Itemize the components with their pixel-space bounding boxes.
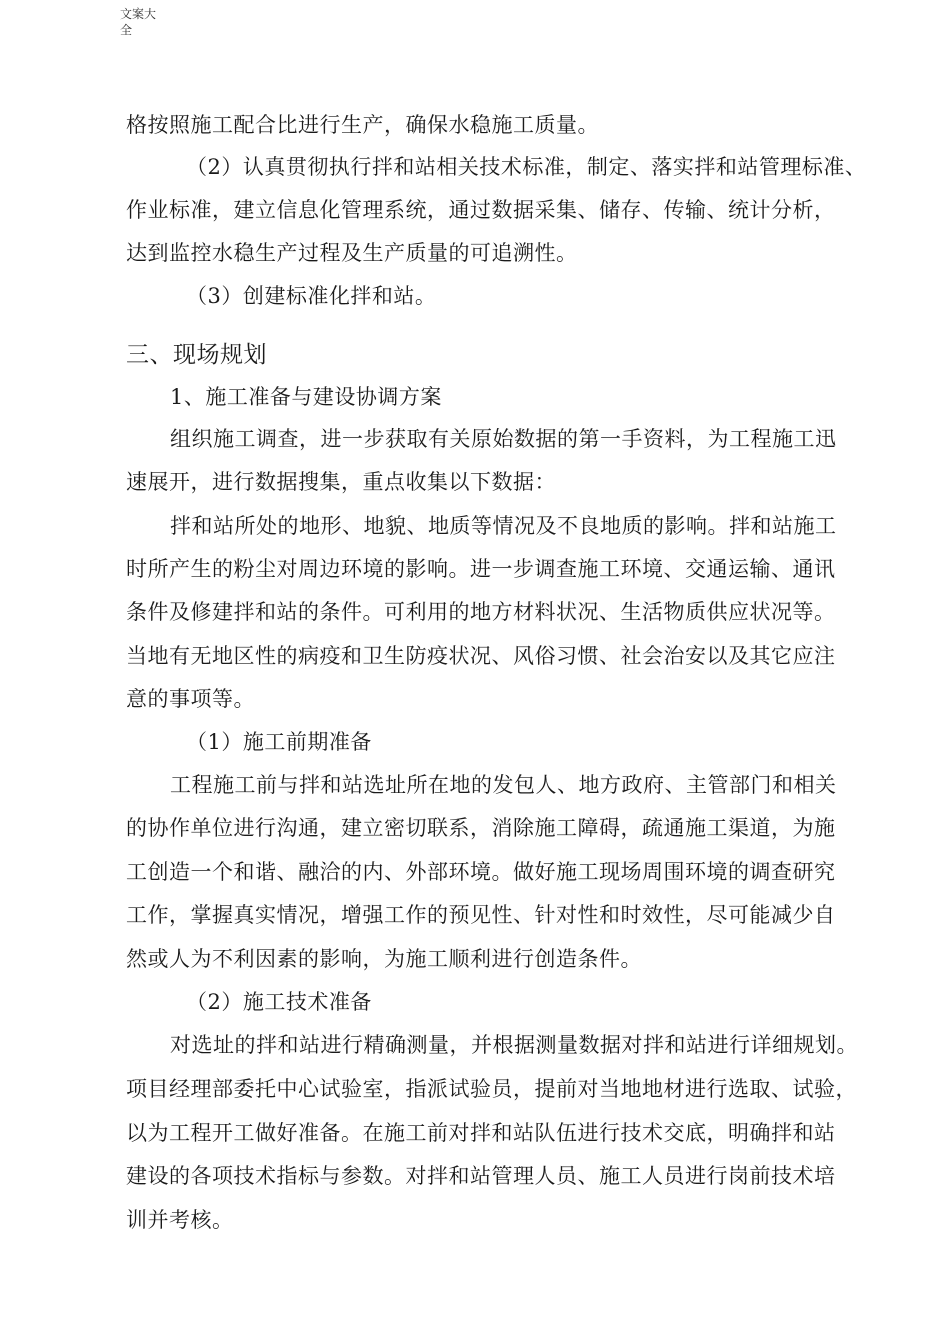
paragraph-line: 工创造一个和谐、融洽的内、外部环境。做好施工现场周围环境的调查研究 bbox=[126, 860, 836, 884]
paragraph-line: 对选址的拌和站进行精确测量，并根据测量数据对拌和站进行详细规划。 bbox=[170, 1033, 858, 1057]
body-line: 达到监控水稳生产过程及生产质量的可追溯性。 bbox=[126, 241, 578, 265]
header-mark bbox=[120, 6, 160, 38]
paragraph-line: 时所产生的粉尘对周边环境的影响。进一步调查施工环境、交通运输、通讯 bbox=[126, 557, 836, 581]
list-item-3: （3）创建标准化拌和站。 bbox=[186, 284, 437, 308]
paragraph-line: 当地有无地区性的病疫和卫生防疫状况、风俗习惯、社会治安以及其它应注 bbox=[126, 644, 836, 668]
paragraph-line: 项目经理部委托中心试验室，指派试验员，提前对当地地材进行选取、试验， bbox=[126, 1077, 857, 1101]
paragraph-line: 建设的各项技术指标与参数。对拌和站管理人员、施工人员进行岗前技术培 bbox=[126, 1164, 836, 1188]
list-item-2: （2）认真贯彻执行拌和站相关技术标准，制定、落实拌和站管理标准、 bbox=[186, 155, 867, 179]
paragraph-line: 工程施工前与拌和站选址所在地的发包人、地方政府、主管部门和相关 bbox=[170, 773, 837, 797]
paragraph-line: 条件及修建拌和站的条件。可利用的地方材料状况、生活物质供应状况等。 bbox=[126, 600, 836, 624]
paragraph-line: 意的事项等。 bbox=[126, 687, 255, 711]
body-line: 格按照施工配合比进行生产，确保水稳施工质量。 bbox=[126, 113, 599, 137]
paragraph-line: 然或人为不利因素的影响，为施工顺利进行创造条件。 bbox=[126, 947, 642, 971]
paragraph-line: 以为工程开工做好准备。在施工前对拌和站队伍进行技术交底，明确拌和站 bbox=[126, 1121, 836, 1145]
paragraph-line: 拌和站所处的地形、地貌、地质等情况及不良地质的影响。拌和站施工 bbox=[170, 514, 837, 538]
paragraph-line: 的协作单位进行沟通，建立密切联系，消除施工障碍，疏通施工渠道，为施 bbox=[126, 816, 836, 840]
section-heading: 三、现场规划 bbox=[126, 342, 267, 368]
body-line: 作业标准，建立信息化管理系统，通过数据采集、储存、传输、统计分析， bbox=[126, 198, 836, 222]
paragraph-line: 组织施工调查，进一步获取有关原始数据的第一手资料，为工程施工迅 bbox=[170, 427, 837, 451]
paragraph-line: 训并考核。 bbox=[126, 1208, 234, 1232]
paragraph-line: 工作，掌握真实情况，增强工作的预见性、针对性和时效性，尽可能减少自 bbox=[126, 903, 836, 927]
header-mark-line2: 全 bbox=[120, 23, 133, 37]
subsection-heading: 1、施工准备与建设协调方案 bbox=[170, 385, 442, 409]
header-mark-line1: 文案大 bbox=[120, 7, 157, 21]
list-item-2b: （2）施工技术准备 bbox=[186, 990, 372, 1014]
list-item-1: （1）施工前期准备 bbox=[186, 730, 372, 754]
paragraph-line: 速展开，进行数据搜集，重点收集以下数据： bbox=[126, 470, 556, 494]
